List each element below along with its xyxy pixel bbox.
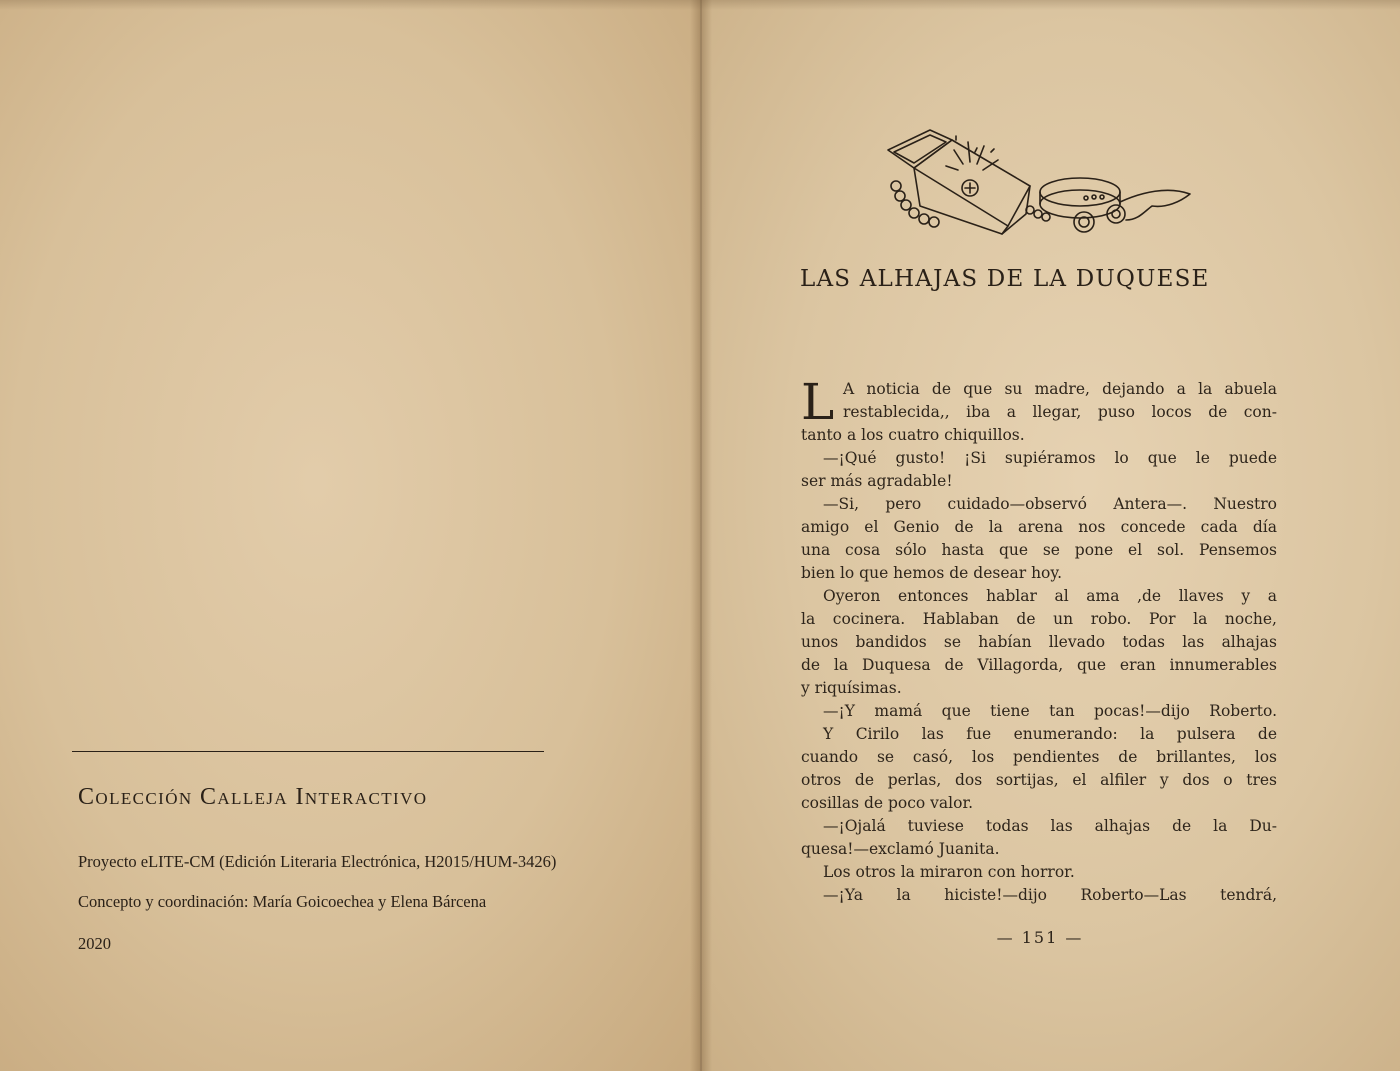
text-line: cosillas de poco valor. xyxy=(801,794,974,812)
text-line: Los otros la miraron con horror. xyxy=(823,863,1075,881)
year: 2020 xyxy=(78,934,111,953)
story-text xyxy=(801,373,1277,907)
text-line: —¡Ya la hiciste!—dijo Roberto—Las tendrá, xyxy=(823,886,1277,904)
text-line: tanto a los cuatro chiquillos. xyxy=(801,426,1025,444)
book-gutter xyxy=(690,0,712,1071)
text-line: —¡Qué gusto! ¡Si supiéramos lo que le puede xyxy=(823,449,1277,467)
text-line: la cocinera. Hablaban de un robo. Por la noche, xyxy=(801,610,1277,628)
text-line: una cosa sólo hasta que se pone el sol. Pensemos xyxy=(801,541,1277,559)
jewel-box-illustration xyxy=(880,122,1200,242)
page-number: — 151 — xyxy=(996,928,1084,947)
text-line: unos bandidos se habían llevado todas las alhajas xyxy=(801,633,1277,651)
text-line: —¡Y mamá que tiene tan pocas!—dijo Roberto. xyxy=(823,702,1277,720)
coordination-credit: Concepto y coordinación: María Goicoechea y Elena Bárcena xyxy=(78,892,487,911)
text-line: de la Duquesa de Villagorda, que eran innumerables xyxy=(801,656,1277,674)
top-edge-shade xyxy=(0,0,1400,10)
chapter-title: LAS ALHAJAS DE LA DUQUESE xyxy=(800,266,1210,292)
text-line: —Si, pero cuidado—observó Antera—. Nuestro xyxy=(823,495,1277,513)
text-line: otros de perlas, dos sortijas, el alfiler y dos o tres xyxy=(801,771,1277,789)
text-line: ser más agradable! xyxy=(801,472,953,490)
text-line: amigo el Genio de la arena nos concede cada día xyxy=(801,518,1277,536)
text-line: cuando se casó, los pendientes de brillantes, los xyxy=(801,748,1277,766)
text-line: restablecida,, iba a llegar, puso locos de con- xyxy=(843,403,1277,421)
text-line: bien lo que hemos de desear hoy. xyxy=(801,564,1063,582)
text-line: Oyeron entonces hablar al ama ,de llaves y a xyxy=(823,587,1277,605)
text-line: A noticia de que su madre, dejando a la abuela xyxy=(843,380,1277,398)
collection-title: Colección Calleja Interactivo xyxy=(78,784,428,810)
drop-cap: L xyxy=(801,373,835,431)
text-line: y riquísimas. xyxy=(801,679,902,697)
text-line: Y Cirilo las fue enumerando: la pulsera de xyxy=(823,725,1277,743)
divider-rule xyxy=(72,751,544,752)
project-credit: Proyecto eLITE-CM (Edición Literaria Electrónica, H2015/HUM-3426) xyxy=(78,852,557,871)
text-line: —¡Ojalá tuviese todas las alhajas de la Du- xyxy=(823,817,1277,835)
text-line: quesa!—exclamó Juanita. xyxy=(801,840,1000,858)
